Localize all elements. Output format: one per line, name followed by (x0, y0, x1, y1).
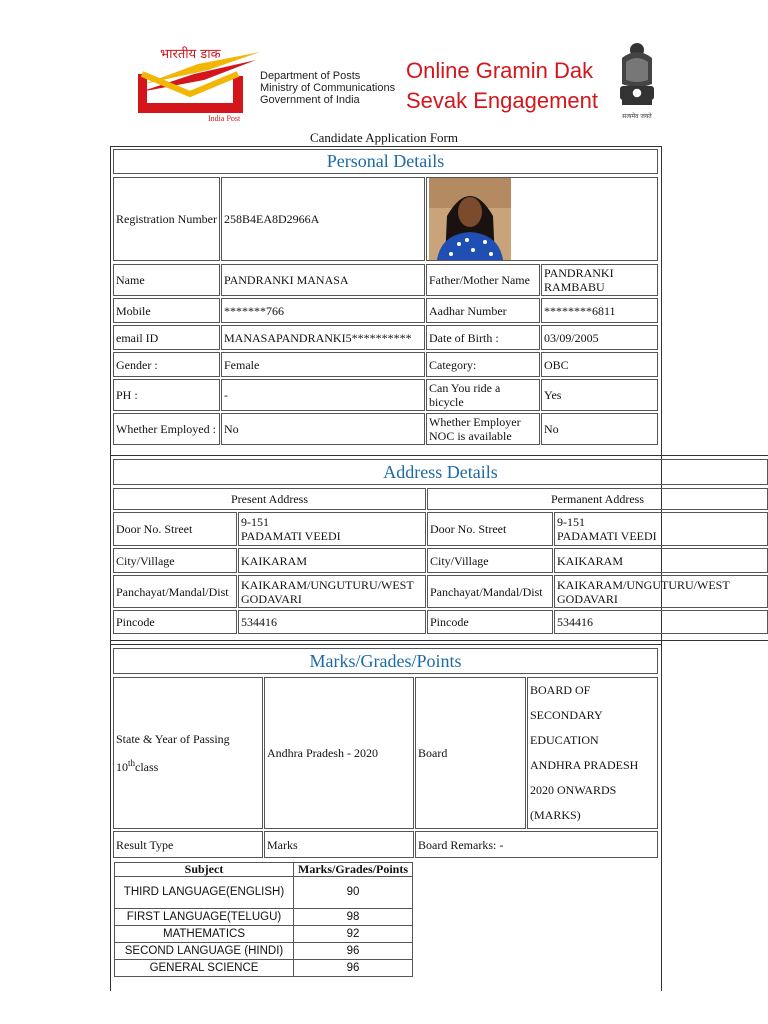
present-address-heading: Present Address (113, 488, 426, 510)
dob-label: Date of Birth : (426, 325, 540, 350)
subject-cell: FIRST LANGUAGE(TELUGU) (115, 909, 294, 926)
noc-label: Whether Employer NOC is available (426, 413, 540, 445)
registration-label: Registration Number (113, 177, 220, 261)
board-line-6: (MARKS) (530, 808, 581, 822)
permanent-city-value: KAIKARAM (554, 548, 768, 573)
national-emblem-icon (614, 40, 660, 122)
logo-hindi-text: भारतीय डाक (160, 47, 221, 62)
board-line-1: BOARD OF (530, 683, 591, 697)
table-row (115, 960, 413, 977)
form-title: Candidate Application Form (309, 130, 459, 145)
present-door: 9-151 (241, 515, 269, 529)
board-label: Board (415, 677, 526, 829)
registration-value: 258B4EA8D2966A (221, 177, 425, 261)
table-row (115, 909, 413, 926)
present-city-label: City/Village (113, 548, 237, 573)
permanent-door: 9-151 (557, 515, 585, 529)
present-pincode-label: Pincode (113, 610, 237, 634)
present-door-label: Door No. Street (113, 512, 237, 546)
category-label: Category: (426, 352, 540, 377)
parent-name-value: PANDRANKI RAMBABU (541, 264, 658, 296)
dept-line-1: Department of Posts (260, 70, 361, 82)
board-line-5: 2020 ONWARDS (530, 783, 617, 797)
present-street: PADAMATI VEEDI (241, 529, 341, 543)
present-city-value: KAIKARAM (238, 548, 426, 573)
gender-label: Gender : (113, 352, 220, 377)
category-value: OBC (541, 352, 658, 377)
board-line-4: ANDHRA PRADESH (530, 758, 639, 772)
marks-table-header (115, 863, 413, 877)
state-year-value: Andhra Pradesh - 2020 (264, 677, 414, 829)
marks-cell: 98 (294, 909, 413, 926)
permanent-panchayat-value: KAIKARAM/UNGUTURU/WEST GODAVARI (554, 575, 768, 608)
name-value: PANDRANKI MANASA (221, 264, 425, 296)
marks-heading: Marks/Grades/Points (113, 648, 658, 674)
noc-value: No (541, 413, 658, 445)
marks-cell: 96 (294, 943, 413, 960)
permanent-city-label: City/Village (427, 548, 553, 573)
table-row (115, 943, 413, 960)
board-line-3: EDUCATION (530, 733, 599, 747)
name-label: Name (113, 264, 220, 296)
result-type-label: Result Type (113, 831, 263, 858)
dept-line-2: Ministry of Communications (260, 82, 396, 94)
employed-label: Whether Employed : (113, 413, 220, 445)
marks-cell: 92 (294, 926, 413, 943)
permanent-address-heading: Permanent Address (427, 488, 768, 510)
permanent-panchayat-label: Panchayat/Mandal/Dist (427, 575, 553, 608)
email-label: email ID (113, 325, 220, 350)
ph-label: PH : (113, 379, 220, 411)
ph-value: - (221, 379, 425, 411)
parent-name-label: Father/Mother Name (426, 264, 540, 296)
dob-value: 03/09/2005 (541, 325, 658, 350)
gender-value: Female (221, 352, 425, 377)
present-panchayat-value: KAIKARAM/UNGUTURU/WEST GODAVARI (238, 575, 426, 608)
dept-line-3: Government of India (260, 94, 360, 106)
title-line-2: Sevak Engagement (406, 88, 599, 113)
board-line-2: SECONDARY (530, 708, 603, 722)
page-title (406, 56, 598, 116)
permanent-door-label: Door No. Street (427, 512, 553, 546)
photo-cell (426, 177, 658, 261)
candidate-photo (429, 178, 511, 260)
india-post-logo (138, 44, 260, 124)
subject-cell: SECOND LANGUAGE (HINDI) (115, 943, 294, 960)
marks-cell: 96 (294, 960, 413, 977)
present-pincode-value: 534416 (238, 610, 426, 634)
board-value (527, 677, 658, 829)
subject-cell: GENERAL SCIENCE (115, 960, 294, 977)
subject-header: Subject (115, 863, 294, 877)
result-type-value: Marks (264, 831, 414, 858)
permanent-street: PADAMATI VEEDI (557, 529, 657, 543)
bicycle-label: Can You ride a bicycle (426, 379, 540, 411)
emblem-motto: सत्यमेव जयते (622, 113, 652, 120)
table-row (115, 926, 413, 943)
class-label: 10thclass (116, 758, 159, 774)
marks-header: Marks/Grades/Points (294, 863, 413, 877)
marks-cell: 90 (294, 877, 413, 909)
aadhar-label: Aadhar Number (426, 298, 540, 323)
state-year-label: State & Year of Passing (116, 732, 230, 746)
email-value: MANASAPANDRANKI5********** (221, 325, 425, 350)
present-door-value (238, 512, 426, 546)
present-panchayat-label: Panchayat/Mandal/Dist (113, 575, 237, 608)
marks-table (114, 862, 413, 977)
title-line-1: Online Gramin Dak (406, 58, 594, 83)
logo-caption: India Post (208, 114, 241, 123)
bicycle-value: Yes (541, 379, 658, 411)
permanent-pincode-label: Pincode (427, 610, 553, 634)
state-year-label-cell (113, 677, 263, 829)
subject-cell: MATHEMATICS (115, 926, 294, 943)
mobile-value: *******766 (221, 298, 425, 323)
subject-cell: THIRD LANGUAGE(ENGLISH) (115, 877, 294, 909)
mobile-label: Mobile (113, 298, 220, 323)
board-remarks: Board Remarks: - (415, 831, 658, 858)
personal-details-heading: Personal Details (113, 149, 658, 174)
address-details-heading: Address Details (113, 459, 768, 485)
aadhar-value: ********6811 (541, 298, 658, 323)
permanent-door-value (554, 512, 768, 546)
employed-value: No (221, 413, 425, 445)
table-row (115, 877, 413, 909)
department-block (260, 70, 395, 106)
permanent-pincode-value: 534416 (554, 610, 768, 634)
